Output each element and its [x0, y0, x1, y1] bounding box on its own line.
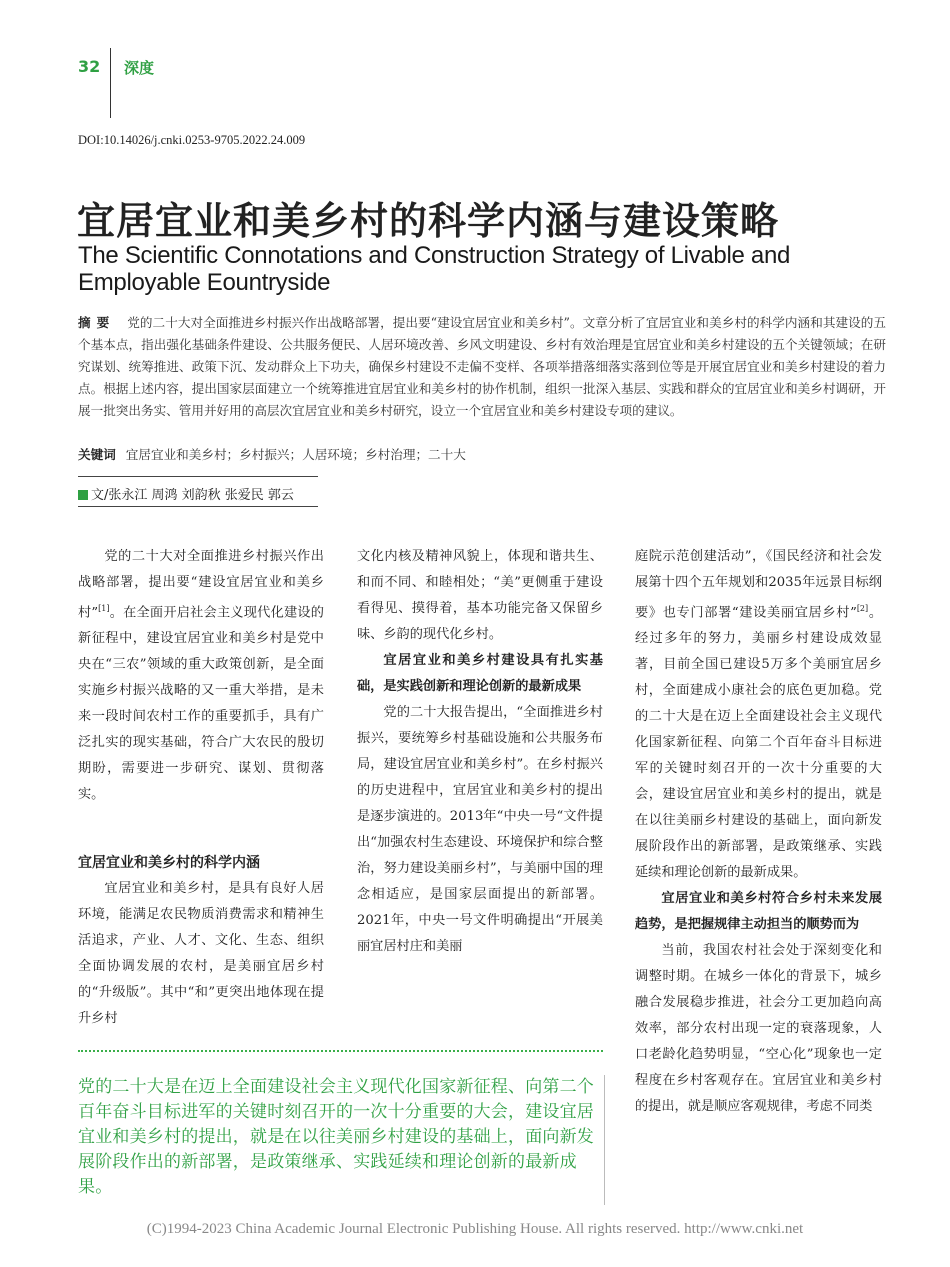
section-heading: 宜居宜业和美乡村的科学内涵 — [78, 855, 260, 871]
abstract-text: 党的二十大对全面推进乡村振兴作出战略部署，提出要“建设宜居宜业和美乡村”。文章分析了宜居宜业和美乡村的科学内涵和其建设的五个基本点，指出强化基础条件建设、公共服务便民、人居环境改善、乡风文明建设、乡村有效治理是宜居宜业和美乡村建设的五个关键领域；在研究谋划、统筹推进、政策下沉、发动群众上下功夫，确保乡村建设不走偏不变样、各项举措落细落实落到位等是开展宜居宜业和美乡村建设的着力点。根据上述内容，提出国家层面建立一个统筹推进宜居宜业和美乡村的协作机制，组织一批深入基层、实践和群众的宜居宜业和美乡村调研，开展一批突出务实、管用并好用的高层次宜居宜业和美乡村研究，设立一个宜居宜业和美乡村建设专项的建议。 — [78, 315, 886, 418]
paragraph — [78, 544, 324, 808]
paragraph: 当前，我国农村社会处于深刻变化和调整时期。在城乡一体化的背景下，城乡融合发展稳步推进，社会分工更加趋向高效率，部分农村出现一定的衰落现象，人口老龄化趋势明显，“空心化”现象也一定程度在乡村客观存在。宜居宜业和美乡村的提出，就是顺应客观规律，考虑不同类 — [635, 943, 882, 1115]
column-1-body — [78, 876, 324, 1032]
section-label: 深度 — [124, 59, 155, 77]
page-number: 32 — [78, 57, 101, 76]
pullquote: 党的二十大是在迈上全面建设社会主义现代化国家新征程、向第二个百年奋斗目标进军的关键时刻召开的一次十分重要的大会，建设宜居宜业和美乡村的提出，就是在以往美丽乡村建设的基础上，面向新发展阶段作出的新部署，是政策继承、实践延续和理论创新的最新成果。 — [78, 1077, 594, 1197]
header-divider — [110, 48, 111, 118]
abstract — [78, 312, 886, 422]
keywords-label: 关键词 — [78, 447, 116, 462]
section-heading: 宜居宜业和美乡村符合乡村未来发展趋势，是把握规律主动担当的顺势而为 — [635, 891, 882, 933]
citation-ref[interactable]: [1] — [98, 604, 110, 613]
paragraph: 党的二十大报告提出，“全面推进乡村振兴，要统筹乡村基础设施和公共服务布局，建设宜居宜业和美乡村”。在乡村振兴的历史进程中，宜居宜业和美乡村的提出是逐步演进的。2013年“中央一号“文件提出“加强农村生态建设、环境保护和综合整治，努力建设美丽乡村”，与美丽中国的理念相适应，是国家层面提出的新部署。2021年，中央一号文件明确提出“开展美丽宜居村庄和美丽 — [357, 705, 603, 954]
authors — [78, 484, 294, 503]
keywords — [78, 446, 886, 464]
paragraph — [635, 544, 882, 886]
paragraph: 文化内核及精神风貌上，体现和谐共生、和而不同、和睦相处；“美”更侧重于建设看得见、摸得着，基本功能完备又保留乡味、乡韵的现代化乡村。 — [357, 549, 603, 642]
abstract-label: 摘要 — [78, 315, 116, 330]
pullquote-divider — [604, 1075, 605, 1205]
title-english: The Scientific Connotations and Construction Strategy of Livable and Employable Eountryside — [78, 242, 791, 296]
citation-ref[interactable]: [2] — [856, 604, 869, 613]
author-rule-bottom — [78, 506, 318, 507]
keywords-text: 宜居宜业和美乡村；乡村振兴；人居环境；乡村治理；二十大 — [125, 447, 466, 462]
paragraph-text: 党的二十大对全面推进乡村振兴作出战略部署，提出要“建设宜居宜业和美乡村” — [78, 549, 324, 621]
column-1-intro — [78, 544, 324, 808]
paragraph: 宜居宜业和美乡村，是具有良好人居环境，能满足农民物质消费需求和精神生活追求，产业、人才、文化、生态、组织全面协调发展的农村，是美丽宜居乡村的“升级版”。其中“和”更突出地体现在提升乡村 — [78, 881, 324, 1026]
column-3 — [635, 544, 882, 1120]
authors-text: 文/张永江 周鸿 刘韵秋 张爱民 郭云 — [91, 488, 294, 503]
author-rule-top — [78, 476, 318, 477]
green-square-icon — [78, 490, 88, 500]
doi[interactable]: DOI:10.14026/j.cnki.0253-9705.2022.24.009 — [78, 133, 306, 147]
footer-copyright: (C)1994-2023 China Academic Journal Electronic Publishing House. All rights reserved. http://www.cnki.net — [146, 1221, 804, 1237]
paragraph-text: 。经过多年的努力，美丽乡村建设成效显著，目前全国已建设5万多个美丽宜居乡村，全面建成小康社会的底色更加稳。党的二十大是在迈上全面建设社会主义现代化国家新征程、向第二个百年奋斗目标进军的关键时刻召开的一次十分重要的大会，建设宜居宜业和美乡村的提出，就是在以往美丽乡村建设的基础上，面向新发展阶段作出的新部署，是政策继承、实践延续和理论创新的最新成果。 — [635, 605, 883, 881]
section-heading: 宜居宜业和美乡村建设具有扎实基础，是实践创新和理论创新的最新成果 — [357, 653, 603, 694]
paragraph-text: 庭院示范创建活动”，《国民经济和社会发展第十四个五年规划和2035年远景目标纲要》也专门部署“建设美丽宜居乡村” — [635, 549, 882, 621]
pullquote-dotted-rule — [78, 1050, 603, 1052]
title-chinese: 宜居宜业和美乡村的科学内涵与建设策略 — [77, 199, 780, 243]
paragraph-text: 。在全面开启社会主义现代化建设的新征程中，建设宜居宜业和美乡村是党中央在“三农”领域的重大政策创新，是全面实施乡村振兴战略的又一重大举措，是未来一段时间农村工作的重要抓手，具有广泛扎实的现实基础，符合广大农民的殷切期盼，需要进一步研究、谋划、贯彻落实。 — [78, 605, 324, 803]
column-2 — [357, 544, 603, 960]
